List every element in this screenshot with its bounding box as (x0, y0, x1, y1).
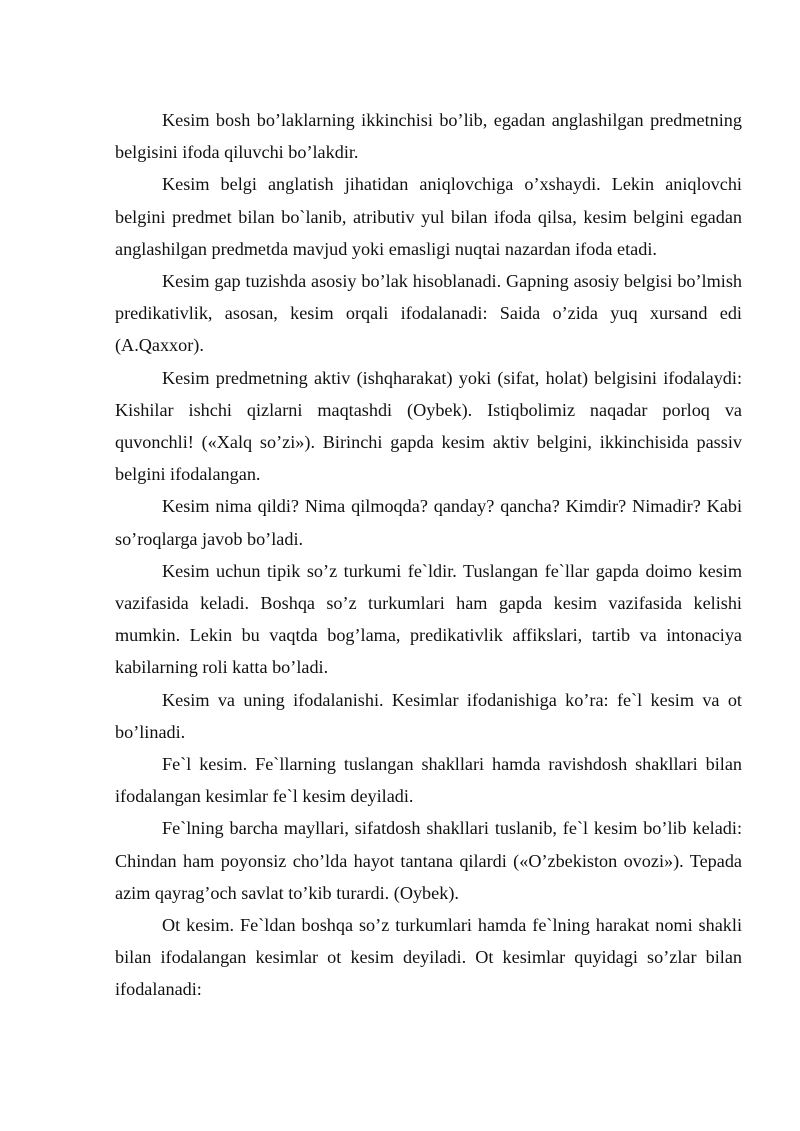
paragraph-2: Kesim belgi anglatish jihatidan aniqlovchiga o’xshaydi. Lekin aniqlovchi belgini predmet bilan bo`lanib, atributiv yul bilan ifoda qilsa, kesim belgini egadan anglashilgan predmetda mavjud yoki emasligi nuqtai nazardan ifoda etadi. (115, 174, 742, 259)
paragraph-3: Kesim gap tuzishda asosiy bo’lak hisoblanadi. Gapning asosiy belgisi bo’lmish predikativlik, asosan, kesim orqali ifodalanadi: Saida o’zida yuq xursand edi (A.Qaxxor). (115, 271, 742, 356)
document-page (115, 104, 742, 1006)
paragraph-7: Kesim va uning ifodalanishi. Kesimlar ifodanishiga ko’ra: fe`l kesim va ot bo’linadi. (115, 689, 742, 742)
paragraph-5: Kesim nima qildi? Nima qilmoqda? qanday? qancha? Kimdir? Nimadir? Kabi so’roqlarga javob bo’ladi. (115, 496, 742, 549)
paragraph-4: Kesim predmetning aktiv (ishqharakat) yoki (sifat, holat) belgisini ifodalaydi: Kishilar ishchi qizlarni maqtashdi (Oybek). Istiqbolimiz naqadar porloq va quvonchli! («Xalq so’zi»). Birinchi gapda kesim aktiv belgini, ikkinchisida passiv belgini ifodalangan. (115, 367, 742, 485)
paragraph-8: Fe`l kesim. Fe`llarning tuslangan shakllari hamda ravishdosh shakllari bilan ifodalangan kesimlar fe`l kesim deyiladi. (115, 754, 742, 807)
paragraph-10: Ot kesim. Fe`ldan boshqa so’z turkumlari hamda fe`lning harakat nomi shakli bilan ifodalangan kesimlar ot kesim deyiladi. Ot kesimlar quyidagi so’zlar bilan ifodalanadi: (115, 915, 742, 1000)
paragraph-1: Kesim bosh bo’laklarning ikkinchisi bo’lib, egadan anglashilgan predmetning belgisini ifoda qiluvchi bo’lakdir. (115, 110, 742, 163)
paragraph-9: Fe`lning barcha mayllari, sifatdosh shakllari tuslanib, fe`l kesim bo’lib keladi: Chindan ham poyonsiz cho’lda hayot tantana qilardi («O’zbekiston ovozi»). Tepada azim qayrag’och savlat to’kib turardi. (Oybek). (115, 818, 742, 903)
paragraph-6: Kesim uchun tipik so’z turkumi fe`ldir. Tuslangan fe`llar gapda doimo kesim vazifasida keladi. Boshqa so’z turkumlari ham gapda kesim vazifasida kelishi mumkin. Lekin bu vaqtda bog’lama, predikativlik affikslari, tartib va intonaciya kabilarning roli katta bo’ladi. (115, 560, 742, 678)
